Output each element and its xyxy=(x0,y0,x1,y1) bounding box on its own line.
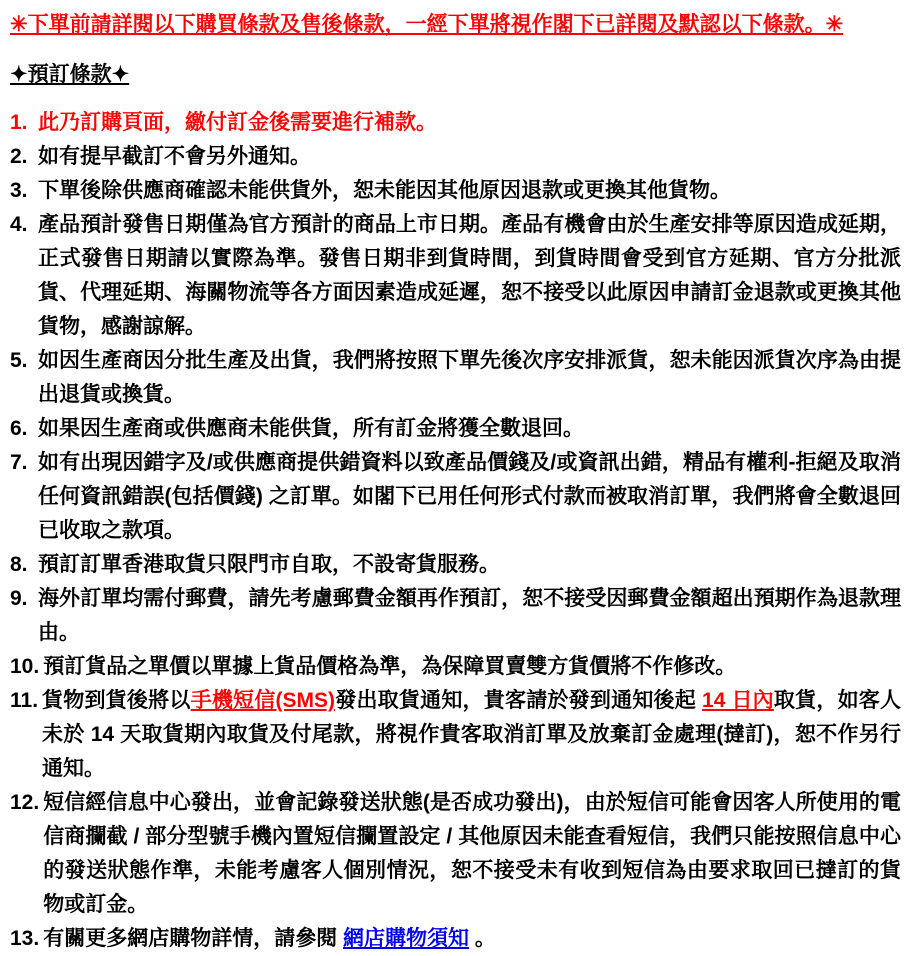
term-number: 4. xyxy=(10,213,28,236)
term-item xyxy=(10,174,901,208)
term-number: 2. xyxy=(10,145,28,168)
term-item xyxy=(10,922,901,956)
term-text-segment: 。 xyxy=(469,927,496,950)
term-text xyxy=(38,174,901,208)
term-text-segment: 發出取貨通知，貴客請於發到通知後起 xyxy=(335,689,703,712)
term-text xyxy=(38,412,901,446)
term-item xyxy=(10,208,901,344)
term-text xyxy=(43,922,901,956)
term-number: 9. xyxy=(10,587,28,610)
term-item xyxy=(10,650,901,684)
term-text-segment: 此乃訂購頁面，繳付訂金後需要進行補款。 xyxy=(38,111,437,134)
highlighted-red-text: 14 日內 xyxy=(702,689,774,712)
term-number: 3. xyxy=(10,179,28,202)
term-number: 7. xyxy=(10,451,28,474)
term-item xyxy=(10,412,901,446)
term-text xyxy=(38,446,901,548)
term-text-segment: 預訂貨品之單價以單據上貨品價格為準，為保障買賣雙方貨價將不作修改。 xyxy=(43,655,737,678)
term-number: 6. xyxy=(10,417,28,440)
term-text-segment: 預訂訂單香港取貨只限門市自取，不設寄貨服務。 xyxy=(38,553,500,576)
term-text xyxy=(43,786,901,922)
term-text-segment: 如有出現因錯字及/或供應商提供錯資料以致產品價錢及/或資訊出錯，精品有權利-拒絕及取消任何資訊錯誤(包括價錢) 之訂單。如閣下已用任何形式付款而被取消訂單，我們將會全數退回已收取之款項。 xyxy=(38,451,901,542)
term-text xyxy=(38,344,901,412)
term-text xyxy=(43,650,901,684)
term-text xyxy=(38,140,901,174)
term-text-segment: 如因生產商因分批生產及出貨，我們將按照下單先後次序安排派貨，恕未能因派貨次序為由提出退貨或換貨。 xyxy=(38,349,901,406)
term-text-segment: 產品預計發售日期僅為官方預計的商品上市日期。產品有機會由於生產安排等原因造成延期，正式發售日期請以實際為準。發售日期非到貨時間，到貨時間會受到官方延期、官方分批派貨、代理延期、海關物流等各方面因素造成延遲，恕不接受以此原因申請訂金退款或更換其他貨物，感謝諒解。 xyxy=(38,213,901,338)
term-text-segment: 海外訂單均需付郵費，請先考慮郵費金額再作預訂，恕不接受因郵費金額超出預期作為退款理由。 xyxy=(38,587,901,644)
term-number: 12. xyxy=(10,791,40,814)
term-number: 1. xyxy=(10,111,28,134)
term-number: 10. xyxy=(10,655,40,678)
term-item xyxy=(10,582,901,650)
term-number: 5. xyxy=(10,349,28,372)
term-item xyxy=(10,446,901,548)
term-text xyxy=(38,106,901,140)
term-text xyxy=(42,684,901,786)
term-number: 11. xyxy=(10,689,39,712)
term-text xyxy=(38,208,901,344)
term-item xyxy=(10,548,901,582)
term-item xyxy=(10,140,901,174)
pre-order-warning-banner: ✳下單前請詳閱以下購買條款及售後條款，一經下單將視作閣下已詳閱及默認以下條款。✳ xyxy=(10,13,844,36)
term-item xyxy=(10,786,901,922)
term-item xyxy=(10,106,901,140)
term-text-segment: 有關更多網店購物詳情，請參閱 xyxy=(43,927,344,950)
term-text-segment: 貨物到貨後將以 xyxy=(42,689,191,712)
term-item xyxy=(10,344,901,412)
store-shopping-guide-link[interactable]: 網店購物須知 xyxy=(343,927,470,950)
term-number: 13. xyxy=(10,927,40,950)
terms-list xyxy=(10,106,901,956)
term-item xyxy=(10,684,901,786)
term-text-segment: 如有提早截訂不會另外通知。 xyxy=(38,145,311,168)
term-text xyxy=(38,582,901,650)
term-text-segment: 下單後除供應商確認未能供貨外，恕未能因其他原因退款或更換其他貨物。 xyxy=(38,179,731,202)
term-text-segment: 取貨，如客人未於 14 天取貨期內取貨及付尾款，將視作貴客取消訂單及放棄訂金處理(撻訂)，恕不作另行通知。 xyxy=(42,689,902,780)
term-text-segment: 短信經信息中心發出，並會記錄發送狀態(是否成功發出)，由於短信可能會因客人所使用的電信商攔截 / 部分型號手機內置短信攔置設定 / 其他原因未能查看短信，我們只能按照信息中心的發送狀態作準，未能考慮客人個別情況，恕不接受未有收到短信為由要求取回已撻訂的貨物或訂金。 xyxy=(43,791,901,916)
section-title-preorder-terms: ✦預訂條款✦ xyxy=(10,63,130,86)
term-text xyxy=(38,548,901,582)
highlighted-red-text: 手機短信(SMS) xyxy=(190,689,335,712)
term-number: 8. xyxy=(10,553,28,576)
section-title-row xyxy=(10,58,901,92)
term-text-segment: 如果因生產商或供應商未能供貨，所有訂金將獲全數退回。 xyxy=(38,417,584,440)
